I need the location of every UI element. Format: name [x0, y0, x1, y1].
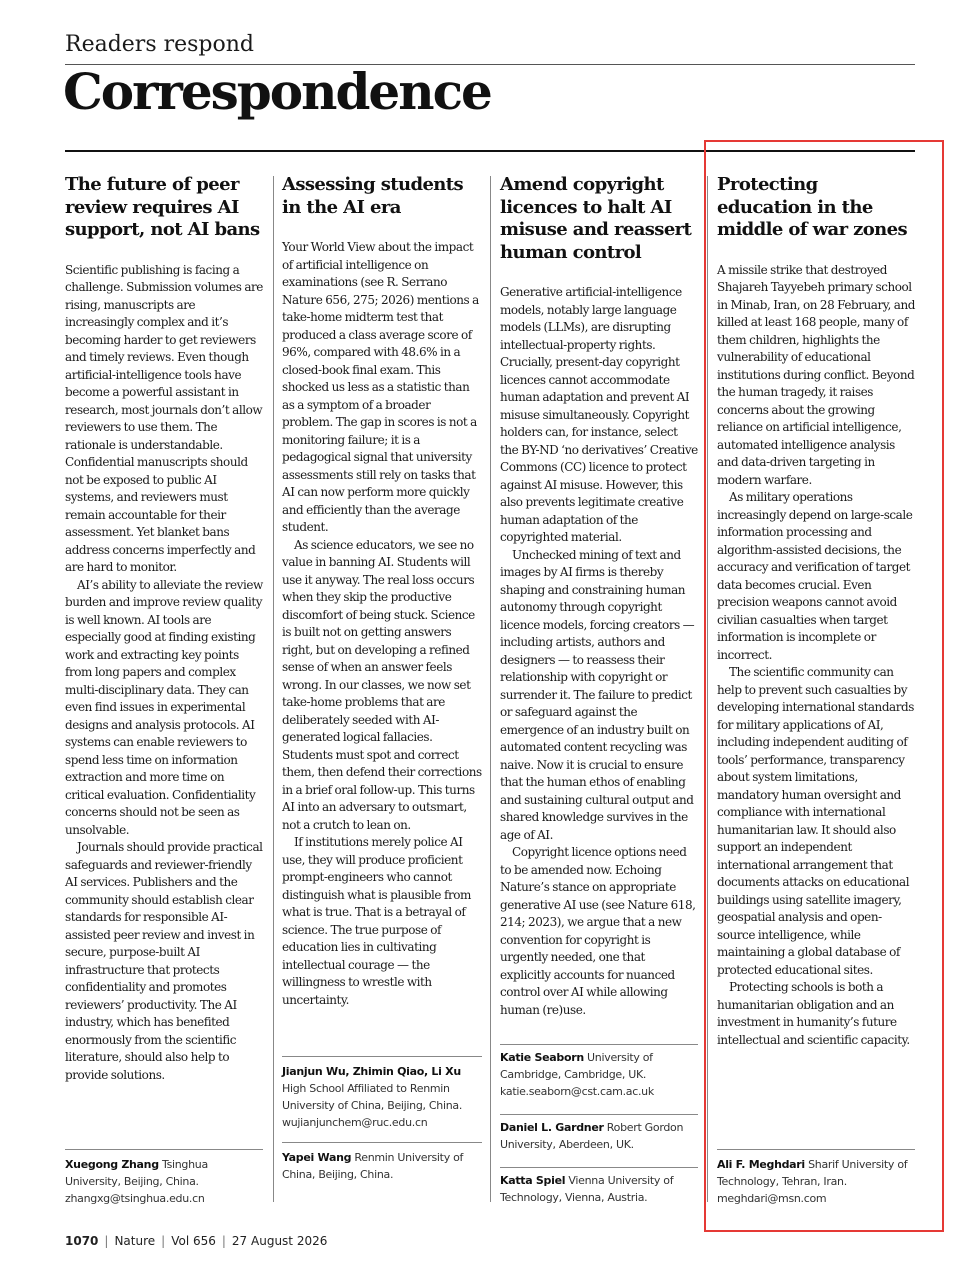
- issue-date: 27 August 2026: [231, 1234, 328, 1248]
- article-peer-review: [65, 174, 263, 1205]
- author-email[interactable]: katie.seaborn@cst.cam.ac.uk: [500, 1085, 654, 1098]
- article-body: [500, 284, 698, 1019]
- article-paragraph: As science educators, we see no value in banning AI. Students will use it anyway. The real loss occurs when they skip the productive discomfort of being stuck. Science is built not on getting answers right, but on developing a refined sense of when an answer feels wrong. In our classes, we now set take-home problems that are deliberately seeded with AI-generated logical fallacies. Students must spot and correct them, then defend their corrections in a brief oral follow-up. This turns AI into an adversary to outsmart, not a crutch to lean on.: [282, 537, 482, 832]
- article-assessing-students: [282, 174, 482, 1181]
- article-paragraph: Scientific publishing is facing a challenge. Submission volumes are rising, manuscripts are increasingly complex and it’s becoming harder to get reviewers and timely reviews. Even though artificial-intelligence tools have become a powerful assistant in research, most journals don’t allow reviewers to use them. The rationale is understandable. Confidential manuscripts should not be exposed to public AI systems, and reviewers must remain accountable for their assessment. Yet blanket bans address concerns imperfectly and are hard to monitor.: [65, 262, 263, 574]
- author-name: Ali F. Meghdari: [717, 1158, 805, 1171]
- article-paragraph: A missile strike that destroyed Shajareh Tayyebeh primary school in Minab, Iran, on 28 February, and killed at least 168 people, many of them children, highlights the vulnerability of educational institutions during conflict. Beyond the human tragedy, it raises concerns about the growing reliance on artificial intelligence, automated intelligence analysis and data-driven targeting in modern warfare.: [717, 262, 915, 487]
- author-name: Katta Spiel: [500, 1174, 566, 1187]
- signature-rule: [282, 1056, 482, 1057]
- article-body: [282, 239, 482, 1009]
- section-label: Readers respond: [65, 32, 255, 57]
- author-email[interactable]: meghdari@msn.com: [717, 1192, 827, 1205]
- author-affiliation: Robert Gordon University, Aberdeen, UK.: [500, 1121, 684, 1151]
- signature-rule: [282, 1142, 482, 1143]
- signature-rule: [500, 1044, 698, 1045]
- author-name: Yapei Wang: [282, 1151, 352, 1164]
- signature-rule: [65, 1149, 263, 1150]
- author-signature: [500, 1049, 698, 1100]
- author-signature: [500, 1119, 698, 1153]
- column-divider: [273, 176, 274, 1202]
- article-copyright: [500, 174, 698, 1204]
- author-affiliation: High School Affiliated to Renmin University of China, Beijing, China.: [282, 1082, 463, 1112]
- article-paragraph: Your World View about the impact of artificial intelligence on examinations (see R. Serrano Nature 656, 275; 2026) mentions a take-home midterm test that produced a class average score of 96%, compared with 48.6% in a closed-book final exam. This shocked us less as a statistic than as a symptom of a broader problem. The gap in scores is not a monitoring failure; it is a pedagogical signal that university assessments still rely on tasks that AI can now perform more quickly and efficiently than the average student.: [282, 240, 479, 534]
- author-email[interactable]: wujianjunchem@ruc.edu.cn: [282, 1116, 428, 1129]
- page-footer: 1070 | Nature | Vol 656 | 27 August 2026: [65, 1234, 328, 1248]
- author-affiliation: Renmin University of China, Beijing, China.: [282, 1151, 464, 1181]
- signature-rule: [500, 1114, 698, 1115]
- article-paragraph: AI’s ability to alleviate the review burden and improve review quality is well known. AI tools are especially good at finding existing work and extracting key points from long papers and complex multi-disciplinary data. They can even find issues in experimental designs and analysis protocols. AI systems can enable reviewers to spend less time on information extraction and more time on critical evaluation. Confidentiality concerns should not be seen as unsolvable.: [65, 577, 263, 837]
- author-name: Katie Seaborn: [500, 1051, 584, 1064]
- article-headline: Assessing students in the AI era: [282, 174, 464, 218]
- article-paragraph: The scientific community can help to prevent such casualties by developing international standards for military applications of AI, including independent auditing of tools’ performance, transparency about system limitations, mandatory human oversight and compliance with international humanitarian law. It should also support an independent international arrangement that documents attacks on educational buildings using satellite imagery, geospatial analysis and open-source intelligence, while maintaining a global database of protected educational sites.: [717, 665, 914, 977]
- article-paragraph: Protecting schools is both a humanitarian obligation and an investment in humanity’s future intellectual and scientific capacity.: [717, 980, 910, 1047]
- author-name: Jianjun Wu, Zhimin Qiao, Li Xu: [282, 1065, 461, 1078]
- author-signature: [282, 1149, 482, 1183]
- article-paragraph: If institutions merely police AI use, they will produce proficient prompt-engineers who cannot distinguish what is plausible from what is true. That is a betrayal of science. The true purpose of education lies in cultivating intellectual courage — the willingness to wrestle with uncertainty.: [282, 835, 471, 1007]
- author-signature: [282, 1063, 482, 1131]
- article-paragraph: Unchecked mining of text and images by AI firms is thereby shaping and constraining human autonomy through copyright licence models, forcing creators — including artists, authors and designers — to reassess their relationship with copyright or surrender it. The failure to predict or safeguard against the emergence of an industry built on automated content recycling was naive. Now it is crucial to ensure that the human ethos of enabling and sustaining cultural output and shared knowledge survives in the age of AI.: [500, 547, 695, 842]
- author-name: Daniel L. Gardner: [500, 1121, 604, 1134]
- article-paragraph: Copyright licence options need to be amended now. Echoing Nature’s stance on appropriate generative AI use (see Nature 618, 214; 2023), we argue that a new convention for copyright is urgently needed, one that explicitly accounts for nuanced control over AI while allowing human (re)use.: [500, 845, 696, 1017]
- article-paragraph: Generative artificial-intelligence models, notably large language models (LLMs), are disrupting intellectual-property rights. Crucially, present-day copyright licences cannot accommodate human adaptation and prevent AI misuse simultaneously. Copyright holders can, for instance, select the BY-ND ‘no derivatives’ Creative Commons (CC) licence to protect against AI misuse. However, this also prevents legitimate creative human adaptation of the copyrighted material.: [500, 285, 698, 544]
- author-affiliation: Vienna University of Technology, Vienna, Austria.: [500, 1174, 674, 1204]
- signature-rule: [500, 1167, 698, 1168]
- author-email[interactable]: zhangxg@tsinghua.edu.cn: [65, 1192, 205, 1205]
- highlight-box: [704, 140, 944, 1232]
- article-headline: Protecting education in the middle of war zones: [717, 174, 908, 240]
- author-affiliation: Tsinghua University, Beijing, China.: [65, 1158, 208, 1188]
- page-number: 1070: [65, 1234, 99, 1248]
- article-headline: Amend copyright licences to halt AI misuse and reassert human control: [500, 174, 692, 263]
- volume: Vol 656: [171, 1234, 216, 1248]
- author-affiliation: Sharif University of Technology, Tehran, Iran.: [717, 1158, 908, 1188]
- column-divider: [490, 176, 491, 1202]
- author-affiliation: University of Cambridge, Cambridge, UK.: [500, 1051, 653, 1081]
- author-name: Xuegong Zhang: [65, 1158, 159, 1171]
- author-signature: [500, 1172, 698, 1206]
- page-title: Correspondence: [63, 62, 491, 121]
- article-headline: The future of peer review requires AI support, not AI bans: [65, 174, 260, 240]
- journal-name: Nature: [114, 1234, 156, 1248]
- author-signature: [65, 1156, 263, 1207]
- article-paragraph: As military operations increasingly depend on large-scale information processing and algorithm-assisted decisions, the accuracy and verification of target data becomes crucial. Even precision weapons cannot avoid civilian casualties when target information is incomplete or incorrect.: [717, 490, 913, 662]
- article-paragraph: Journals should provide practical safeguards and reviewer-friendly AI services. Publishers and the community should establish clear standards for responsible AI-assisted peer review and invest in secure, purpose-built AI infrastructure that protects confidentiality and promotes reviewers’ productivity. The AI industry, which has benefited enormously from the scientific literature, should also help to provide solutions.: [65, 840, 263, 1082]
- article-body: [65, 262, 263, 1085]
